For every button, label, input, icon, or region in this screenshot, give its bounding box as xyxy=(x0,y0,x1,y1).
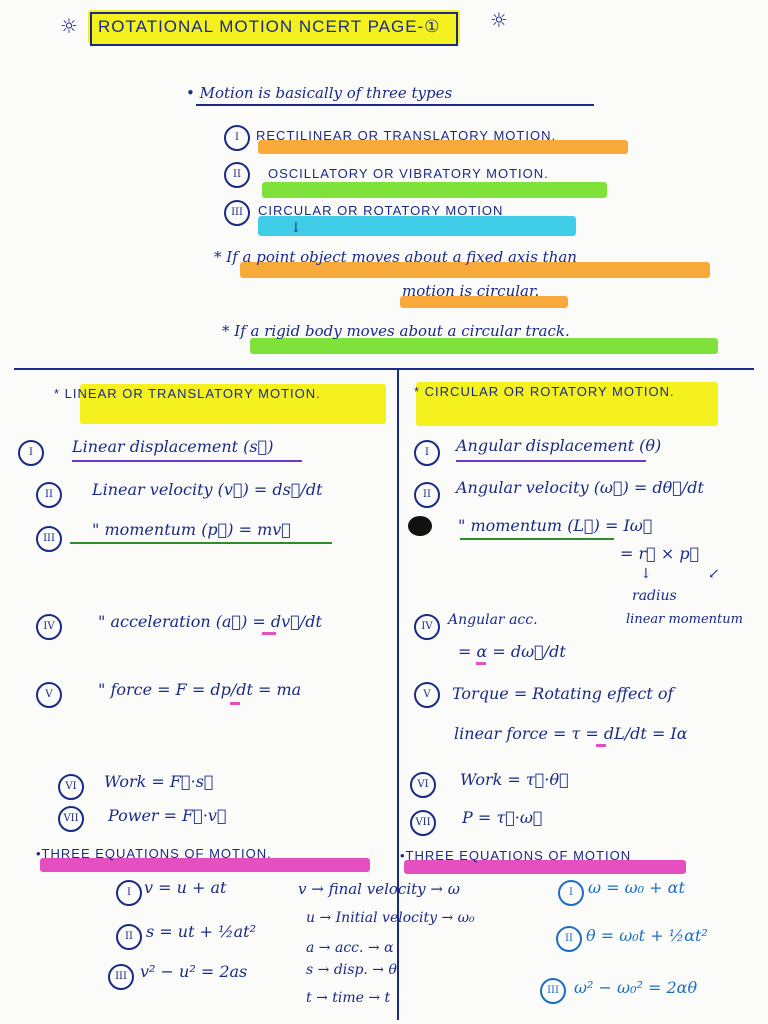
right-item4-mark xyxy=(476,662,486,665)
left-item6-text: Work = F⃗·s⃗ xyxy=(104,772,214,791)
type2-highlight xyxy=(262,182,607,198)
right-item1-underline xyxy=(456,460,646,462)
left-item7-number: VII xyxy=(58,806,84,832)
left-item5-text: " force = F = dp/dt = ma xyxy=(98,680,302,699)
bullet-dot-icon xyxy=(408,516,432,536)
eq-left-heading: •THREE EQUATIONS OF MOTION. xyxy=(36,846,272,861)
left-item2-number: II xyxy=(36,482,62,508)
eq-angular1-text: ω = ω₀ + αt xyxy=(588,878,685,897)
right-linear-momentum-label: linear momentum xyxy=(626,612,743,627)
right-item6-number: VI xyxy=(410,772,436,798)
left-item1-underline xyxy=(72,460,302,462)
type1-text: RECTILINEAR OR TRANSLATORY MOTION. xyxy=(256,128,557,143)
type3-text: CIRCULAR OR ROTATORY MOTION xyxy=(258,203,504,218)
left-item1-number: I xyxy=(18,440,44,466)
down-arrow-icon: ↓ xyxy=(290,220,302,236)
left-item4-number: IV xyxy=(36,614,62,640)
right-item3-text: " momentum (L⃗) = Iω⃗ xyxy=(458,516,653,535)
left-item5-number: V xyxy=(36,682,62,708)
page-title: ROTATIONAL MOTION NCERT PAGE-① xyxy=(98,17,441,36)
intro-heading: • Motion is basically of three types xyxy=(186,84,453,102)
map-acceleration: a → acc. → α xyxy=(306,940,394,956)
right-item6-text: Work = τ⃗·θ⃗ xyxy=(460,770,569,789)
left-item4-text: " acceleration (a⃗) = dv⃗/dt xyxy=(98,612,322,631)
right-arrow-curve-icon: ↙ xyxy=(708,566,720,582)
map-time: t → time → t xyxy=(306,990,391,1006)
right-item3-cross: = r⃗ × p⃗ xyxy=(620,544,700,563)
eq-angular2-number: II xyxy=(556,926,582,952)
intro-underline xyxy=(196,104,594,106)
map-final-velocity: v → final velocity → ω xyxy=(298,880,460,898)
eq-angular3-text: ω² − ω₀² = 2αθ xyxy=(574,978,698,997)
eq-linear3-number: III xyxy=(108,964,134,990)
left-item6-number: VI xyxy=(58,774,84,800)
left-item7-text: Power = F⃗·v⃗ xyxy=(108,806,227,825)
map-displacement: s → disp. → θ xyxy=(306,962,397,978)
left-item1-text: Linear displacement (s⃗) xyxy=(72,437,274,456)
left-item3-text: " momentum (p⃗) = mv⃗ xyxy=(92,520,291,539)
eq-angular1-number: I xyxy=(558,880,584,906)
sun-icon-left: ☼ xyxy=(60,14,78,38)
eq-linear1-number: I xyxy=(116,880,142,906)
left-item2-text: Linear velocity (v⃗) = ds⃗/dt xyxy=(92,480,323,499)
left-item3-underline xyxy=(70,542,332,544)
sun-icon-right: ☼ xyxy=(490,8,508,32)
right-item5-text: Torque = Rotating effect of xyxy=(452,684,674,703)
right-item2-text: Angular velocity (ω⃗) = dθ⃗/dt xyxy=(456,478,704,497)
type1-number: I xyxy=(224,125,250,151)
type3-number: III xyxy=(224,200,250,226)
right-item1-number: I xyxy=(414,440,440,466)
eq-angular3-number: III xyxy=(540,978,566,1004)
right-item3-underline xyxy=(460,538,614,540)
horizontal-divider xyxy=(14,368,754,370)
right-radius-label: radius xyxy=(632,588,677,604)
right-item4-number: IV xyxy=(414,614,440,640)
right-item7-text: P = τ⃗·ω⃗ xyxy=(462,808,543,827)
right-item7-number: VII xyxy=(410,810,436,836)
left-item3-number: III xyxy=(36,526,62,552)
eq-linear2-text: s = ut + ½at² xyxy=(146,922,256,941)
right-heading: * CIRCULAR OR ROTATORY MOTION. xyxy=(414,384,675,399)
left-heading: * LINEAR OR TRANSLATORY MOTION. xyxy=(54,386,321,401)
type2-number: II xyxy=(224,162,250,188)
right-arrow-down-icon: ↓ xyxy=(640,566,652,582)
left-item5-mark xyxy=(230,702,240,705)
eq-linear1-text: v = u + at xyxy=(144,878,227,897)
map-initial-velocity: u → Initial velocity → ω₀ xyxy=(306,910,475,926)
right-item5-formula: linear force = τ = dL/dt = Iα xyxy=(454,724,688,743)
note2-highlight xyxy=(250,338,718,354)
right-item4-formula: = α = dω⃗/dt xyxy=(458,642,566,661)
eq-right-heading: •THREE EQUATIONS OF MOTION xyxy=(400,848,632,863)
right-item5-number: V xyxy=(414,682,440,708)
right-item4-text: Angular acc. xyxy=(448,612,538,628)
eq-linear3-text: v² − u² = 2as xyxy=(140,962,248,981)
right-item1-text: Angular displacement (θ) xyxy=(456,436,662,455)
note1-line2: motion is circular. xyxy=(402,282,540,300)
note2-text: * If a rigid body moves about a circular track. xyxy=(222,322,570,340)
eq-linear2-number: II xyxy=(116,924,142,950)
eq-angular2-text: θ = ω₀t + ½αt² xyxy=(586,926,708,945)
note1-line1: * If a point object moves about a fixed axis than xyxy=(214,248,577,266)
type2-text: OSCILLATORY OR VIBRATORY MOTION. xyxy=(268,166,549,181)
left-item4-mark xyxy=(262,632,276,635)
right-item2-number: II xyxy=(414,482,440,508)
right-item5-mark xyxy=(596,744,606,747)
type3-highlight xyxy=(258,216,576,236)
